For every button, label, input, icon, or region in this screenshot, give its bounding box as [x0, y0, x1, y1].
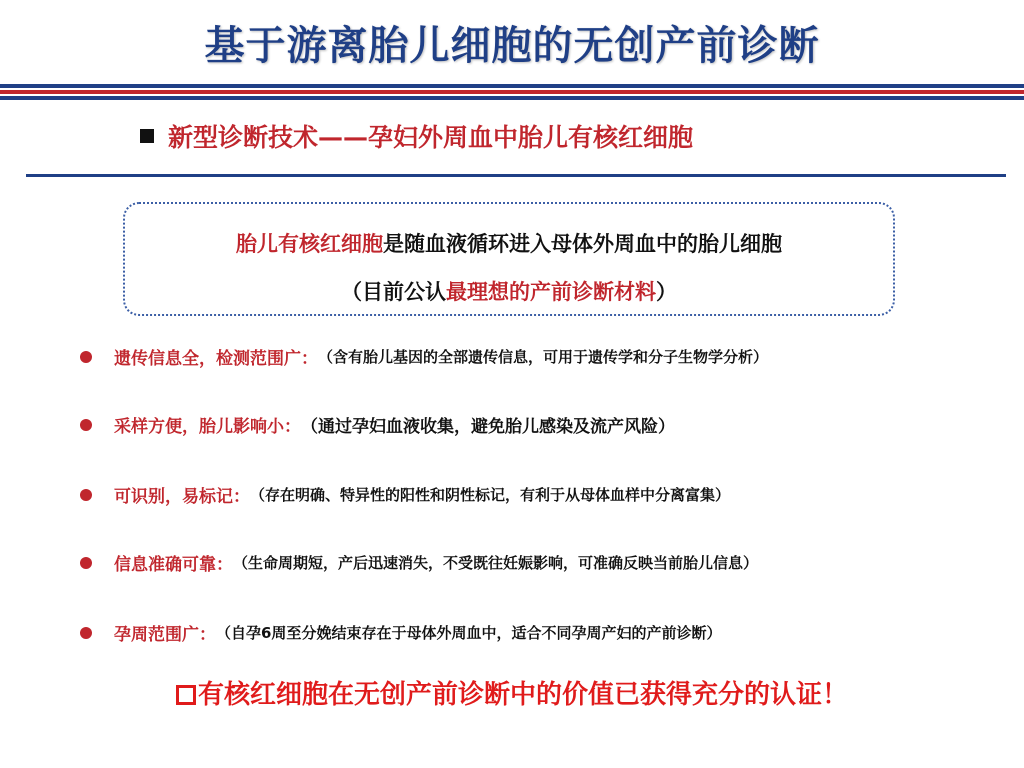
section-heading [140, 118, 693, 154]
slide-title: 基于游离胎儿细胞的无创产前诊断 [204, 23, 820, 69]
list-item [80, 412, 675, 437]
section-heading-text: 新型诊断技术——孕妇外周血中胎儿有核红细胞 [168, 123, 694, 152]
hollow-square-icon [176, 685, 196, 705]
list-item-detail: （自孕6周至分娩结束存在于母体外周血中，适合不同孕周产妇的产前诊断） [216, 624, 722, 642]
callout-paren-close: ） [656, 280, 677, 304]
callout-term: 胎儿有核红细胞 [236, 232, 383, 256]
list-item [80, 482, 730, 507]
list-item-detail: （生命周期短，产后迅速消失，不受既往妊娠影响，可准确反映当前胎儿信息） [233, 554, 759, 572]
list-item-detail: （存在明确、特异性的阳性和阴性标记，有利于从母体血样中分离富集） [250, 486, 731, 504]
callout-emphasis: 最理想的产前诊断材料 [446, 280, 656, 304]
list-item-label: 信息准确可靠： [114, 555, 233, 575]
title-divider-bottom [0, 96, 1024, 100]
list-item-label: 采样方便，胎儿影响小： [114, 417, 301, 437]
list-item [80, 344, 768, 369]
title-divider-middle [0, 90, 1024, 94]
list-item [80, 620, 721, 645]
bullet-dot-icon [80, 627, 92, 639]
list-item-detail: （通过孕妇血液收集，避免胎儿感染及流产风险） [301, 417, 675, 437]
callout-definition: 是随血液循环进入母体外周血中的胎儿细胞 [383, 232, 782, 256]
conclusion [0, 674, 1024, 711]
section-divider [26, 174, 1006, 177]
callout-paren-open: （目前公认 [341, 280, 446, 304]
list-item [80, 550, 758, 575]
bullet-dot-icon [80, 419, 92, 431]
bullet-dot-icon [80, 489, 92, 501]
title-divider-top [0, 84, 1024, 88]
callout-line-1 [125, 228, 893, 258]
list-item-label: 遗传信息全，检测范围广： [114, 349, 318, 369]
callout-line-2 [125, 276, 893, 306]
list-item-detail: （含有胎儿基因的全部遗传信息，可用于遗传学和分子生物学分析） [318, 348, 769, 366]
square-bullet-icon [140, 129, 154, 143]
list-item-label: 可识别，易标记： [114, 487, 250, 507]
bullet-dot-icon [80, 351, 92, 363]
list-item-label: 孕周范围广： [114, 625, 216, 645]
conclusion-text: 有核红细胞在无创产前诊断中的价值已获得充分的认证！ [197, 680, 848, 710]
bullet-dot-icon [80, 557, 92, 569]
definition-callout [123, 202, 895, 316]
